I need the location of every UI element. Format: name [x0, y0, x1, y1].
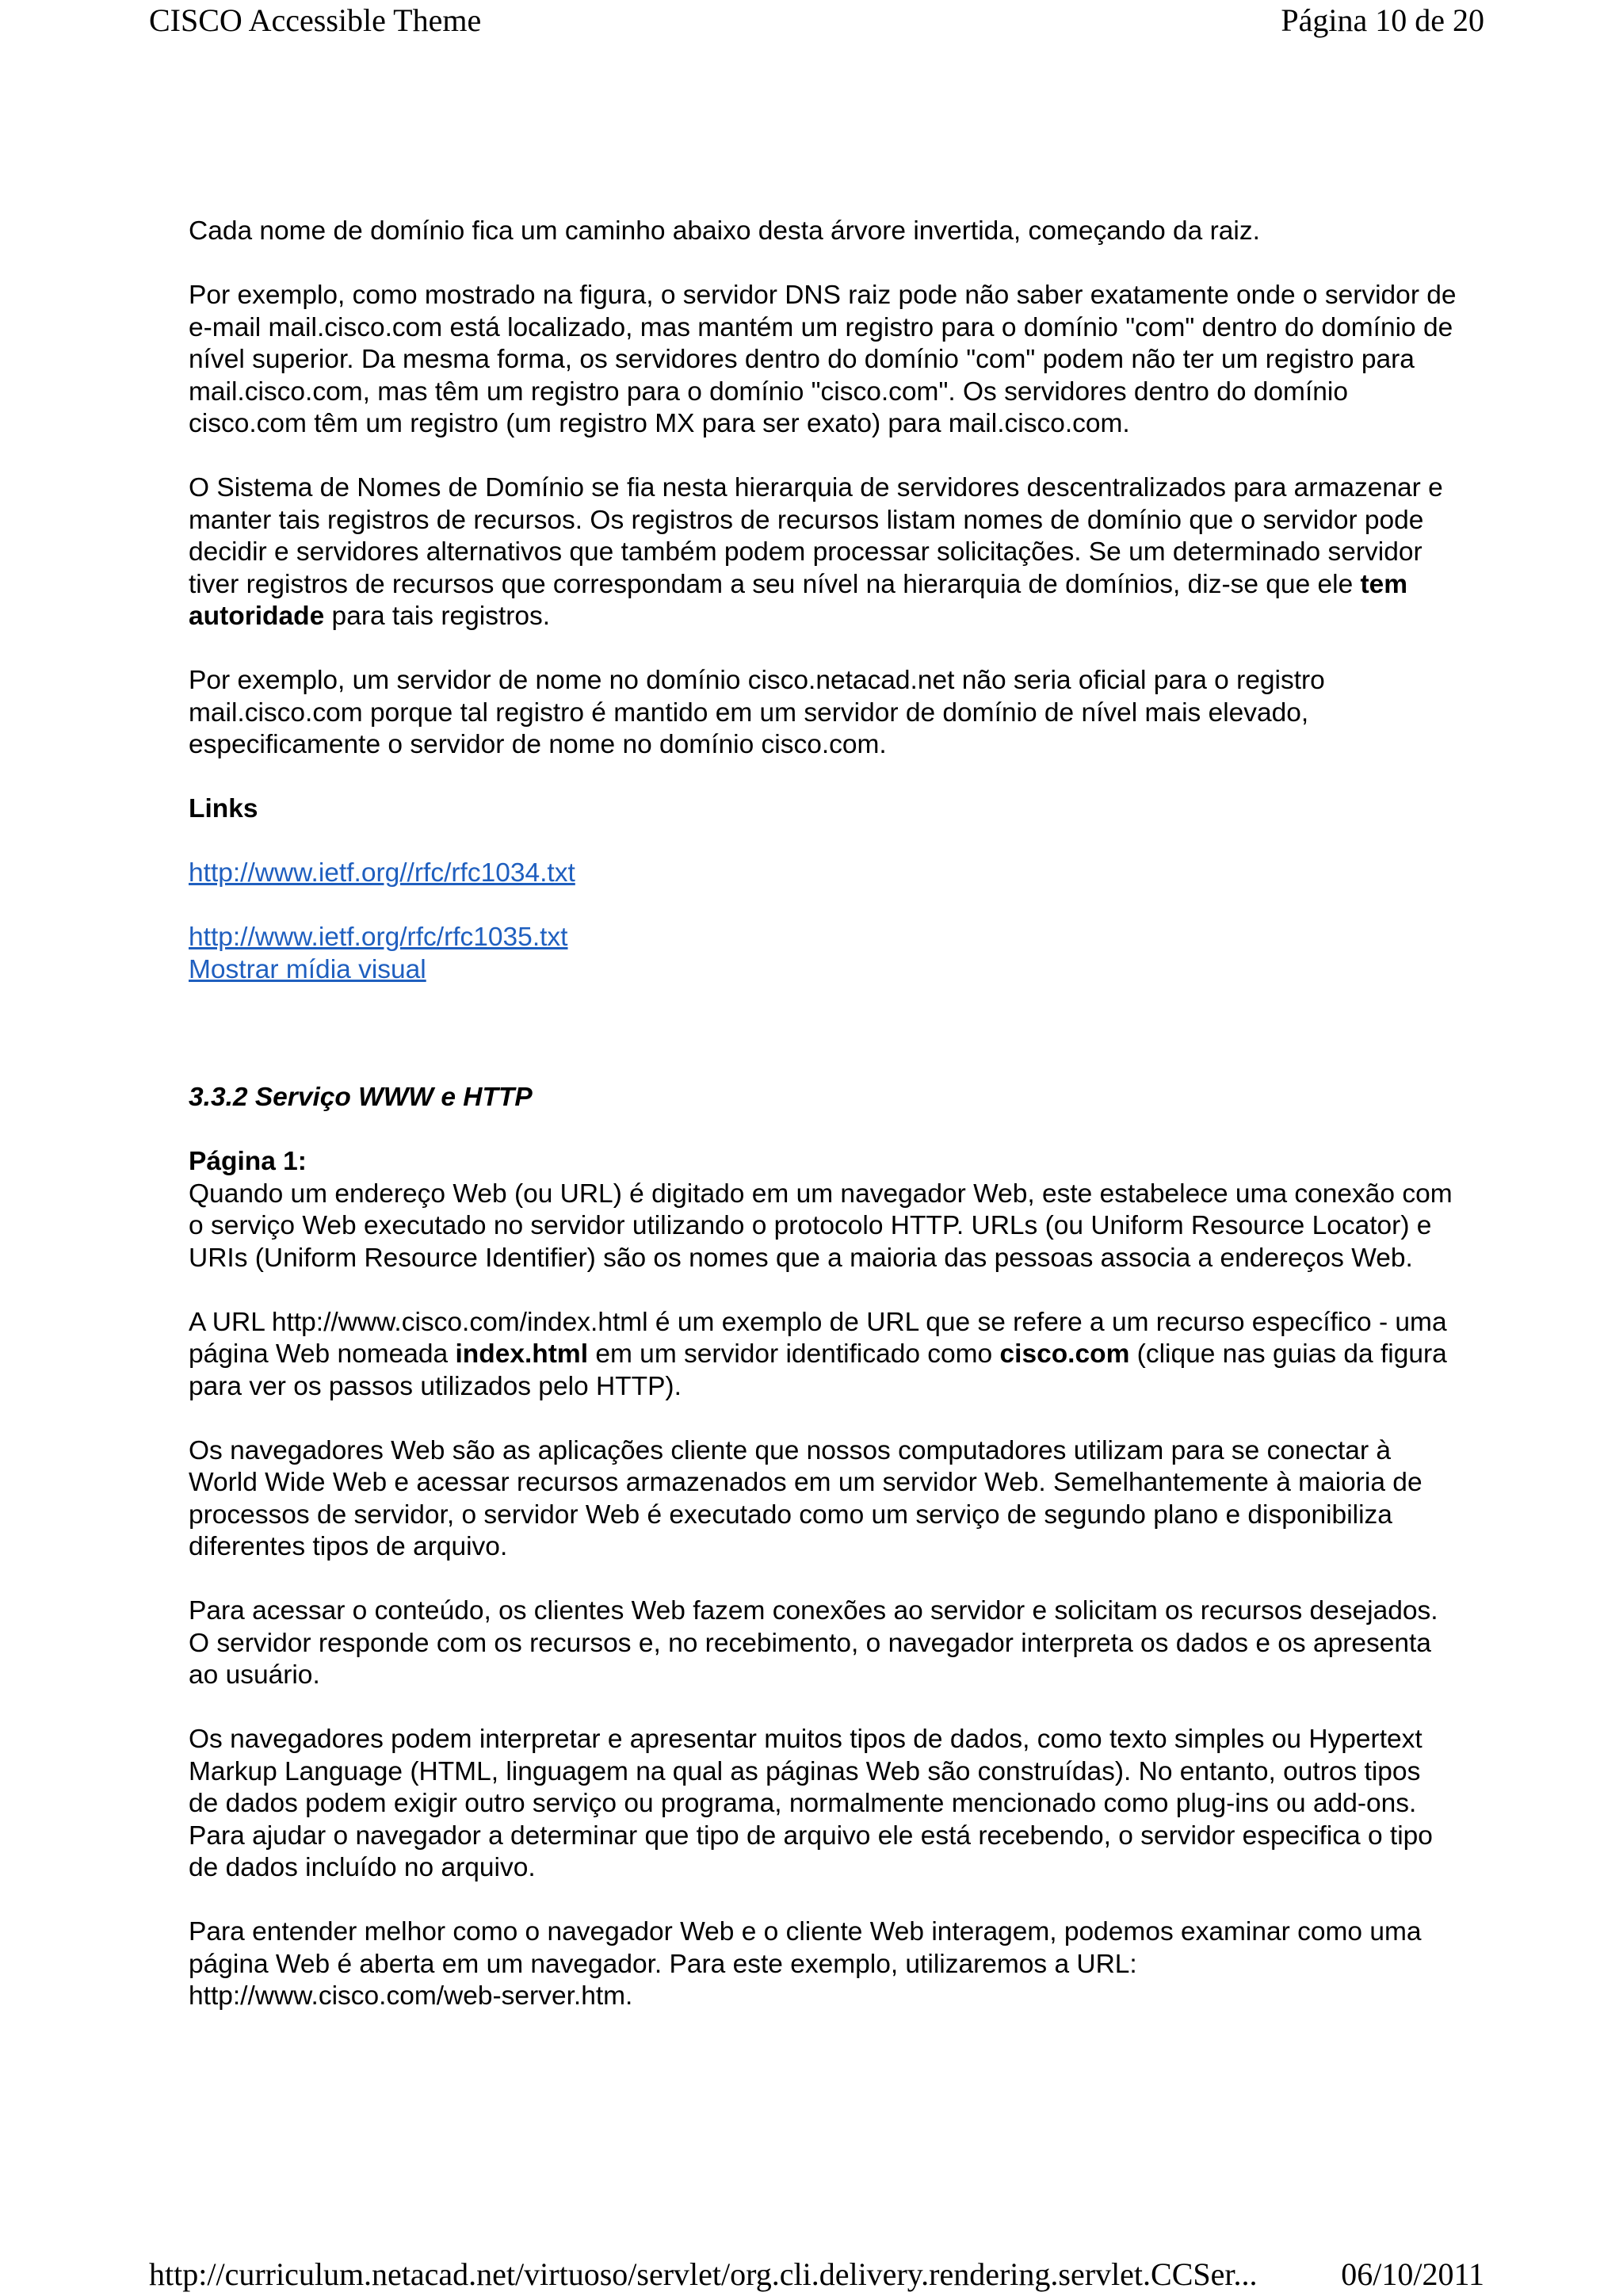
- footer-url: http://curriculum.netacad.net/virtuoso/servlet/org.cli.delivery.rendering.servlet.CCSer...: [149, 2256, 1258, 2292]
- paragraph: Os navegadores podem interpretar e apresentar muitos tipos de dados, como texto simples ou Hypertext Markup Language (HTML, linguagem na qual as páginas Web são construídas). No entanto, outros tipos de dados podem exigir outro serviço ou programa, normalmente mencionado como plug-ins ou add-ons. Para ajudar o navegador a determinar que tipo de arquivo ele está recebendo, o servidor especifica o tipo de dados incluído no arquivo.: [189, 1725, 1433, 1882]
- bold-term: tem autoridade: [189, 569, 1408, 631]
- link-item: [189, 858, 1457, 890]
- paragraph: O Sistema de Nomes de Domínio se fia nesta hierarquia de servidores descentralizados para armazenar e manter tais registros de recursos. Os registros de recursos listam nomes de domínio que o servidor pode decidir e servidores alternativos que também podem processar solicitações. Se um determinado servidor tiver registros de recursos que correspondam a seu nível na hierarquia de domínios, diz-se que ele tem autoridade para tais registros.: [189, 473, 1443, 631]
- paragraph: Os navegadores Web são as aplicações cliente que nossos computadores utilizam para se conectar à World Wide Web e acessar recursos armazenados em um servidor Web. Semelhantemente à maioria de processos de servidor, o servidor Web é executado como um serviço de segundo plano e disponibiliza diferentes tipos de arquivo.: [189, 1435, 1423, 1561]
- rfc1034-link[interactable]: http://www.ietf.org//rfc/rfc1034.txt: [189, 858, 575, 888]
- paragraph: A URL http://www.cisco.com/index.html é um exemplo de URL que se refere a um recurso específico - uma página Web nomeada index.html em um servidor identificado como cisco.com (clique nas guias da figura para ver os passos utilizados pelo HTTP).: [189, 1307, 1447, 1401]
- header-page-indicator: Página 10 de 20: [1281, 2, 1484, 38]
- link-item: [189, 954, 1457, 987]
- link-item: [189, 922, 1457, 954]
- page-header: [0, 0, 1623, 48]
- paragraph: Por exemplo, um servidor de nome no domínio cisco.netacad.net não seria oficial para o registro mail.cisco.com porque tal registro é mantido em um servidor de domínio de nível mais elevado, especificamente o servidor de nome no domínio cisco.com.: [189, 666, 1325, 759]
- document-body: [189, 216, 1457, 2045]
- header-title: CISCO Accessible Theme: [149, 2, 482, 38]
- paragraph: Por exemplo, como mostrado na figura, o servidor DNS raiz pode não saber exatamente onde o servidor de e-mail mail.cisco.com está localizado, mas mantém um registro para o domínio "com" dentro do domínio de nível superior. Da mesma forma, os servidores dentro do domínio "com" podem não ter um registro para mail.cisco.com, mas têm um registro para o domínio "cisco.com". Os servidores dentro do domínio cisco.com têm um registro (um registro MX para ser exato) para mail.cisco.com.: [189, 281, 1457, 438]
- paragraph: Para acessar o conteúdo, os clientes Web fazem conexões ao servidor e solicitam os recursos desejados. O servidor responde com os recursos e, no recebimento, o navegador interpreta os dados e os apresenta ao usuário.: [189, 1596, 1438, 1690]
- page-footer: [0, 2256, 1623, 2296]
- section-title: 3.3.2 Serviço WWW e HTTP: [189, 1083, 533, 1112]
- bold-term: cisco.com: [999, 1339, 1130, 1369]
- page-label: Página 1:: [189, 1147, 307, 1176]
- section-spacer: [189, 986, 1457, 1050]
- paragraph: Para entender melhor como o navegador Web e o cliente Web interagem, podemos examinar como uma página Web é aberta em um navegador. Para este exemplo, utilizaremos a URL: http://www.cisco.com/web-server.htm.: [189, 1917, 1422, 2011]
- links-heading: Links: [189, 794, 258, 823]
- rfc1035-link[interactable]: http://www.ietf.org/rfc/rfc1035.txt: [189, 923, 568, 952]
- paragraph: Quando um endereço Web (ou URL) é digitado em um navegador Web, este estabelece uma conexão com o serviço Web executado no servidor utilizando o protocolo HTTP. URLs (ou Uniform Resource Locator) e URIs (Uniform Resource Identifier) são os nomes que a maioria das pessoas associa a endereços Web.: [189, 1179, 1453, 1273]
- show-visual-media-link[interactable]: Mostrar mídia visual: [189, 954, 426, 984]
- paragraph: Cada nome de domínio fica um caminho abaixo desta árvore invertida, começando da raiz.: [189, 216, 1260, 246]
- footer-date: 06/10/2011: [1341, 2256, 1484, 2292]
- bold-term: index.html: [455, 1339, 589, 1369]
